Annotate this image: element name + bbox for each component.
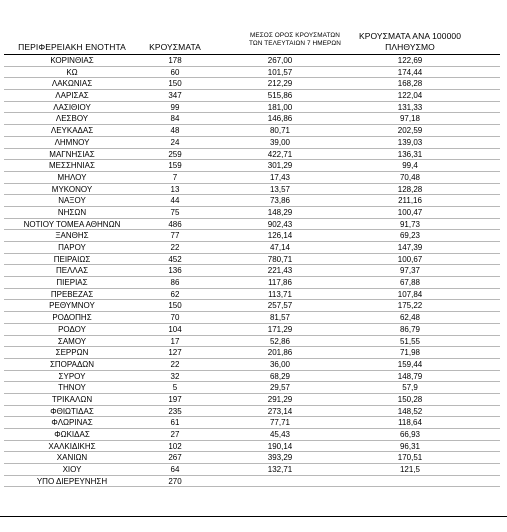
- header-seven-day-average-line2: ΤΩΝ ΤΕΛΕΥΤΑΙΩΝ 7 ΗΜΕΡΩΝ: [249, 40, 341, 48]
- cases-cell: 7: [172, 172, 178, 182]
- seven-day-average-cell: 101,57: [267, 67, 293, 77]
- cases-cell: 86: [170, 278, 180, 288]
- cases-cell: 197: [168, 394, 182, 404]
- header-cases: ΚΡΟΥΣΜΑΤΑ: [149, 42, 201, 52]
- seven-day-average-cell: 80,71: [269, 126, 291, 136]
- table-row: [0, 67, 507, 79]
- region-cell: ΚΟΡΙΝΘΙΑΣ: [50, 56, 94, 65]
- cases-per-100000-cell: 97,18: [399, 114, 421, 124]
- region-cell: ΦΛΩΡΙΝΑΣ: [51, 418, 93, 428]
- seven-day-average-cell: 117,86: [268, 278, 292, 288]
- seven-day-average-cell: 81,57: [269, 313, 291, 323]
- table-row: [0, 452, 507, 464]
- region-cell: ΛΑΡΙΣΑΣ: [55, 91, 89, 101]
- cases-per-100000-cell: 51,55: [399, 336, 421, 346]
- cases-cell: 44: [170, 196, 180, 206]
- cases-cell: 150: [168, 79, 182, 89]
- seven-day-average-cell: 181,00: [267, 102, 293, 112]
- cases-cell: 32: [170, 371, 180, 381]
- cases-cell: 22: [170, 359, 180, 369]
- header-cases-per-100000-line2: ΠΛΗΘΥΣΜΟ: [385, 41, 435, 52]
- cases-cell: 270: [168, 476, 182, 486]
- cases-cell: 84: [170, 114, 180, 124]
- cases-cell: 13: [170, 184, 180, 194]
- cases-cell: 24: [170, 137, 180, 147]
- cases-cell: 17: [170, 336, 180, 346]
- cases-per-100000-cell: 57,9: [402, 383, 418, 393]
- cases-cell: 48: [170, 126, 180, 136]
- seven-day-average-cell: 73,86: [269, 196, 291, 206]
- seven-day-average-cell: 39,00: [269, 137, 291, 147]
- cases-cell: 102: [168, 441, 182, 451]
- cases-per-100000-cell: 86,79: [399, 324, 421, 334]
- cases-cell: 267: [168, 453, 182, 463]
- row-divider: [4, 486, 500, 487]
- cases-cell: 235: [168, 406, 182, 416]
- cases-per-100000-cell: 122,04: [397, 91, 423, 101]
- region-cell: ΣΥΡΟΥ: [58, 371, 86, 381]
- table-row: [0, 359, 507, 371]
- region-cell: ΝΗΣΩΝ: [57, 207, 87, 217]
- seven-day-average-cell: 273,14: [267, 406, 293, 416]
- seven-day-average-cell: 13,57: [269, 184, 291, 194]
- seven-day-average-cell: 291,29: [267, 394, 293, 404]
- table-row: [0, 137, 507, 149]
- region-cell: ΛΕΣΒΟΥ: [55, 114, 89, 124]
- cases-per-100000-cell: 107,84: [397, 289, 423, 299]
- seven-day-average-cell: 36,00: [269, 359, 291, 369]
- cases-cell: 150: [168, 301, 182, 311]
- table-body: [0, 55, 507, 487]
- cases-per-100000-cell: 174,44: [397, 67, 423, 77]
- cases-per-100000-cell: 150,28: [397, 394, 423, 404]
- table-row: [0, 195, 507, 207]
- seven-day-average-cell: 201,86: [267, 348, 293, 358]
- table-header: [0, 30, 507, 56]
- table-row: [0, 417, 507, 429]
- region-cell: ΧΙΟΥ: [62, 465, 82, 475]
- seven-day-average-cell: 146,86: [267, 114, 293, 124]
- cases-cell: 70: [170, 313, 180, 323]
- seven-day-average-cell: 77,71: [269, 418, 291, 428]
- seven-day-average-cell: 267,00: [267, 56, 293, 65]
- cases-per-100000-cell: 96,31: [399, 441, 421, 451]
- seven-day-average-cell: 68,29: [269, 371, 291, 381]
- seven-day-average-cell: 45,43: [269, 430, 291, 439]
- table-row: [0, 102, 507, 114]
- region-cell: ΡΟΔΟΠΗΣ: [52, 313, 92, 323]
- header-cases-per-100000-line1: ΚΡΟΥΣΜΑΤΑ ΑΝΑ 100000: [358, 31, 462, 41]
- cases-per-100000-cell: 97,37: [399, 266, 421, 276]
- seven-day-average-cell: 113,71: [268, 289, 292, 299]
- table-row: [0, 324, 507, 336]
- region-cell: ΦΩΚΙΔΑΣ: [54, 430, 90, 439]
- seven-day-average-cell: 422,71: [267, 149, 293, 159]
- seven-day-average-cell: 171,29: [267, 324, 293, 334]
- cases-cell: 259: [168, 149, 182, 159]
- seven-day-average-cell: 17,43: [269, 172, 291, 182]
- table-row: [0, 254, 507, 266]
- region-cell: ΜΕΣΣΗΝΙΑΣ: [49, 161, 95, 171]
- region-cell: ΛΑΚΩΝΙΑΣ: [51, 79, 93, 89]
- seven-day-average-cell: 148,29: [267, 207, 293, 217]
- cases-cell: 347: [168, 91, 182, 101]
- cases-per-100000-cell: 202,59: [397, 126, 423, 136]
- region-cell: ΛΑΣΙΘΙΟΥ: [53, 102, 91, 112]
- region-cell: ΧΑΛΚΙΔΙΚΗΣ: [48, 441, 96, 451]
- seven-day-average-cell: 221,43: [267, 266, 293, 276]
- table-row: [0, 265, 507, 277]
- cases-per-100000-cell: 168,28: [397, 79, 423, 89]
- seven-day-average-cell: 393,29: [267, 453, 293, 463]
- cases-cell: 178: [168, 56, 182, 65]
- table-row: [0, 347, 507, 359]
- table-row: [0, 336, 507, 348]
- seven-day-average-cell: 126,14: [267, 231, 293, 241]
- cases-cell: 127: [168, 348, 182, 358]
- cases-per-100000-cell: 148,52: [397, 406, 423, 416]
- cases-per-100000-cell: 211,16: [398, 196, 422, 206]
- table-bottom-divider: [0, 516, 507, 517]
- cases-per-100000-cell: 100,47: [397, 207, 423, 217]
- seven-day-average-cell: 47,14: [269, 243, 291, 252]
- region-cell: ΛΕΥΚΑΔΑΣ: [50, 126, 94, 136]
- region-cell: ΠΡΕΒΕΖΑΣ: [50, 289, 94, 299]
- seven-day-average-cell: 301,29: [267, 161, 293, 171]
- table-row: [0, 441, 507, 453]
- region-cell: ΧΑΝΙΩΝ: [56, 453, 88, 463]
- seven-day-average-cell: 257,57: [267, 301, 293, 311]
- region-cell: ΠΕΛΛΑΣ: [55, 266, 89, 276]
- seven-day-average-cell: 780,71: [267, 254, 293, 264]
- region-cell: ΛΗΜΝΟΥ: [54, 137, 90, 147]
- region-cell: ΜΑΓΝΗΣΙΑΣ: [49, 149, 95, 159]
- cases-cell: 62: [170, 289, 180, 299]
- region-cell: ΡΟΔΟΥ: [58, 324, 86, 334]
- table-row: [0, 149, 507, 161]
- cases-cell: 5: [172, 383, 178, 393]
- cases-per-100000-cell: 121,5: [399, 465, 421, 475]
- table-row: [0, 476, 507, 488]
- cases-cell: 159: [168, 161, 182, 171]
- region-cell: ΝΟΤΙΟΥ ΤΟΜΕΑ ΑΘΗΝΩΝ: [23, 219, 121, 229]
- region-cell: ΠΑΡΟΥ: [58, 243, 86, 252]
- cases-cell: 136: [168, 266, 182, 276]
- region-cell: ΜΗΛΟΥ: [57, 172, 87, 182]
- table-row: [0, 289, 507, 301]
- cases-cell: 99: [170, 102, 180, 112]
- seven-day-average-cell: 190,14: [267, 441, 293, 451]
- cases-cell: 64: [170, 465, 180, 475]
- cases-per-100000-cell: 139,03: [397, 137, 423, 147]
- seven-day-average-cell: 52,86: [269, 336, 291, 346]
- table-row: [0, 371, 507, 383]
- cases-cell: 22: [170, 243, 180, 252]
- region-cell: ΝΑΞΟΥ: [58, 196, 86, 206]
- cases-per-100000-cell: 122,69: [397, 56, 423, 65]
- table-row: [0, 277, 507, 289]
- cases-per-100000-cell: 71,98: [399, 348, 421, 358]
- table-row: [0, 125, 507, 137]
- table-row: [0, 184, 507, 196]
- region-cell: ΣΠΟΡΑΔΩΝ: [49, 359, 95, 369]
- table-row: [0, 242, 507, 254]
- cases-cell: 75: [170, 207, 180, 217]
- table-row: [0, 394, 507, 406]
- header-seven-day-average-line1: ΜΕΣΟΣ ΟΡΟΣ ΚΡΟΥΣΜΑΤΩΝ: [249, 32, 341, 39]
- cases-per-100000-cell: 147,39: [397, 243, 423, 252]
- table-row: [0, 160, 507, 172]
- header-seven-day-average: [225, 32, 365, 49]
- cases-per-100000-cell: 66,93: [399, 430, 421, 439]
- cases-per-100000-cell: 62,48: [399, 313, 421, 323]
- region-cell: ΠΙΕΡΙΑΣ: [56, 278, 88, 288]
- cases-cell: 452: [168, 254, 182, 264]
- seven-day-average-cell: 212,29: [267, 79, 293, 89]
- table-row: [0, 172, 507, 184]
- cases-cell: 27: [170, 430, 180, 439]
- region-cell: ΥΠΟ ΔΙΕΡΕΥΝΗΣΗ: [36, 476, 108, 486]
- cases-per-100000-cell: 128,28: [397, 184, 423, 194]
- cases-per-100000-cell: 159,44: [397, 359, 423, 369]
- cases-cell: 104: [168, 324, 182, 334]
- cases-per-100000-cell: 131,33: [397, 102, 423, 112]
- table-row: [0, 230, 507, 242]
- seven-day-average-cell: 132,71: [267, 465, 293, 475]
- cases-per-100000-cell: 175,22: [397, 301, 423, 311]
- region-cell: ΠΕΙΡΑΙΩΣ: [53, 254, 91, 264]
- region-cell: ΞΑΝΘΗΣ: [55, 231, 89, 241]
- cases-cell: 77: [170, 231, 180, 241]
- region-cell: ΣΑΜΟΥ: [57, 336, 87, 346]
- region-cell: ΤΗΝΟΥ: [58, 383, 86, 393]
- table-row: [0, 78, 507, 90]
- cases-per-100000-cell: 136,31: [397, 149, 423, 159]
- header-regional-unit: ΠΕΡΙΦΕΡΕΙΑΚΗ ΕΝΟΤΗΤΑ: [18, 42, 126, 52]
- seven-day-average-cell: 902,43: [267, 219, 293, 229]
- region-cell: ΦΘΙΩΤΙΔΑΣ: [50, 406, 94, 416]
- table-row: [0, 55, 507, 67]
- table-row: [0, 406, 507, 418]
- table-row: [0, 207, 507, 219]
- table-row: [0, 464, 507, 476]
- cases-per-100000-cell: 70,48: [399, 172, 421, 182]
- cases-per-100000-cell: 99,4: [402, 161, 418, 171]
- region-cell: ΜΥΚΟΝΟΥ: [51, 184, 93, 194]
- cases-cell: 486: [168, 219, 182, 229]
- region-cell: ΤΡΙΚΑΛΩΝ: [51, 394, 93, 404]
- region-cell: ΡΕΘΥΜΝΟΥ: [49, 301, 95, 311]
- table-row: [0, 382, 507, 394]
- cases-per-100000-cell: 69,23: [399, 231, 421, 241]
- region-cell: ΣΕΡΡΩΝ: [55, 348, 89, 358]
- cases-per-100000-cell: 100,67: [397, 254, 423, 264]
- region-cell: ΚΩ: [66, 67, 78, 77]
- seven-day-average-cell: 515,86: [267, 91, 293, 101]
- cases-per-100000-cell: 91,73: [399, 219, 421, 229]
- cases-per-100000-cell: 118,64: [398, 418, 422, 428]
- table-row: [0, 90, 507, 102]
- table-row: [0, 113, 507, 125]
- cases-per-100000-cell: 148,79: [397, 371, 423, 381]
- seven-day-average-cell: 29,57: [269, 383, 291, 393]
- cases-per-100000-cell: 67,88: [399, 278, 421, 288]
- cases-per-100000-cell: 170,51: [397, 453, 423, 463]
- table-row: [0, 300, 507, 312]
- table-row: [0, 219, 507, 231]
- table-row: [0, 312, 507, 324]
- cases-cell: 61: [170, 418, 180, 428]
- table-row: [0, 429, 507, 441]
- cases-cell: 60: [170, 67, 180, 77]
